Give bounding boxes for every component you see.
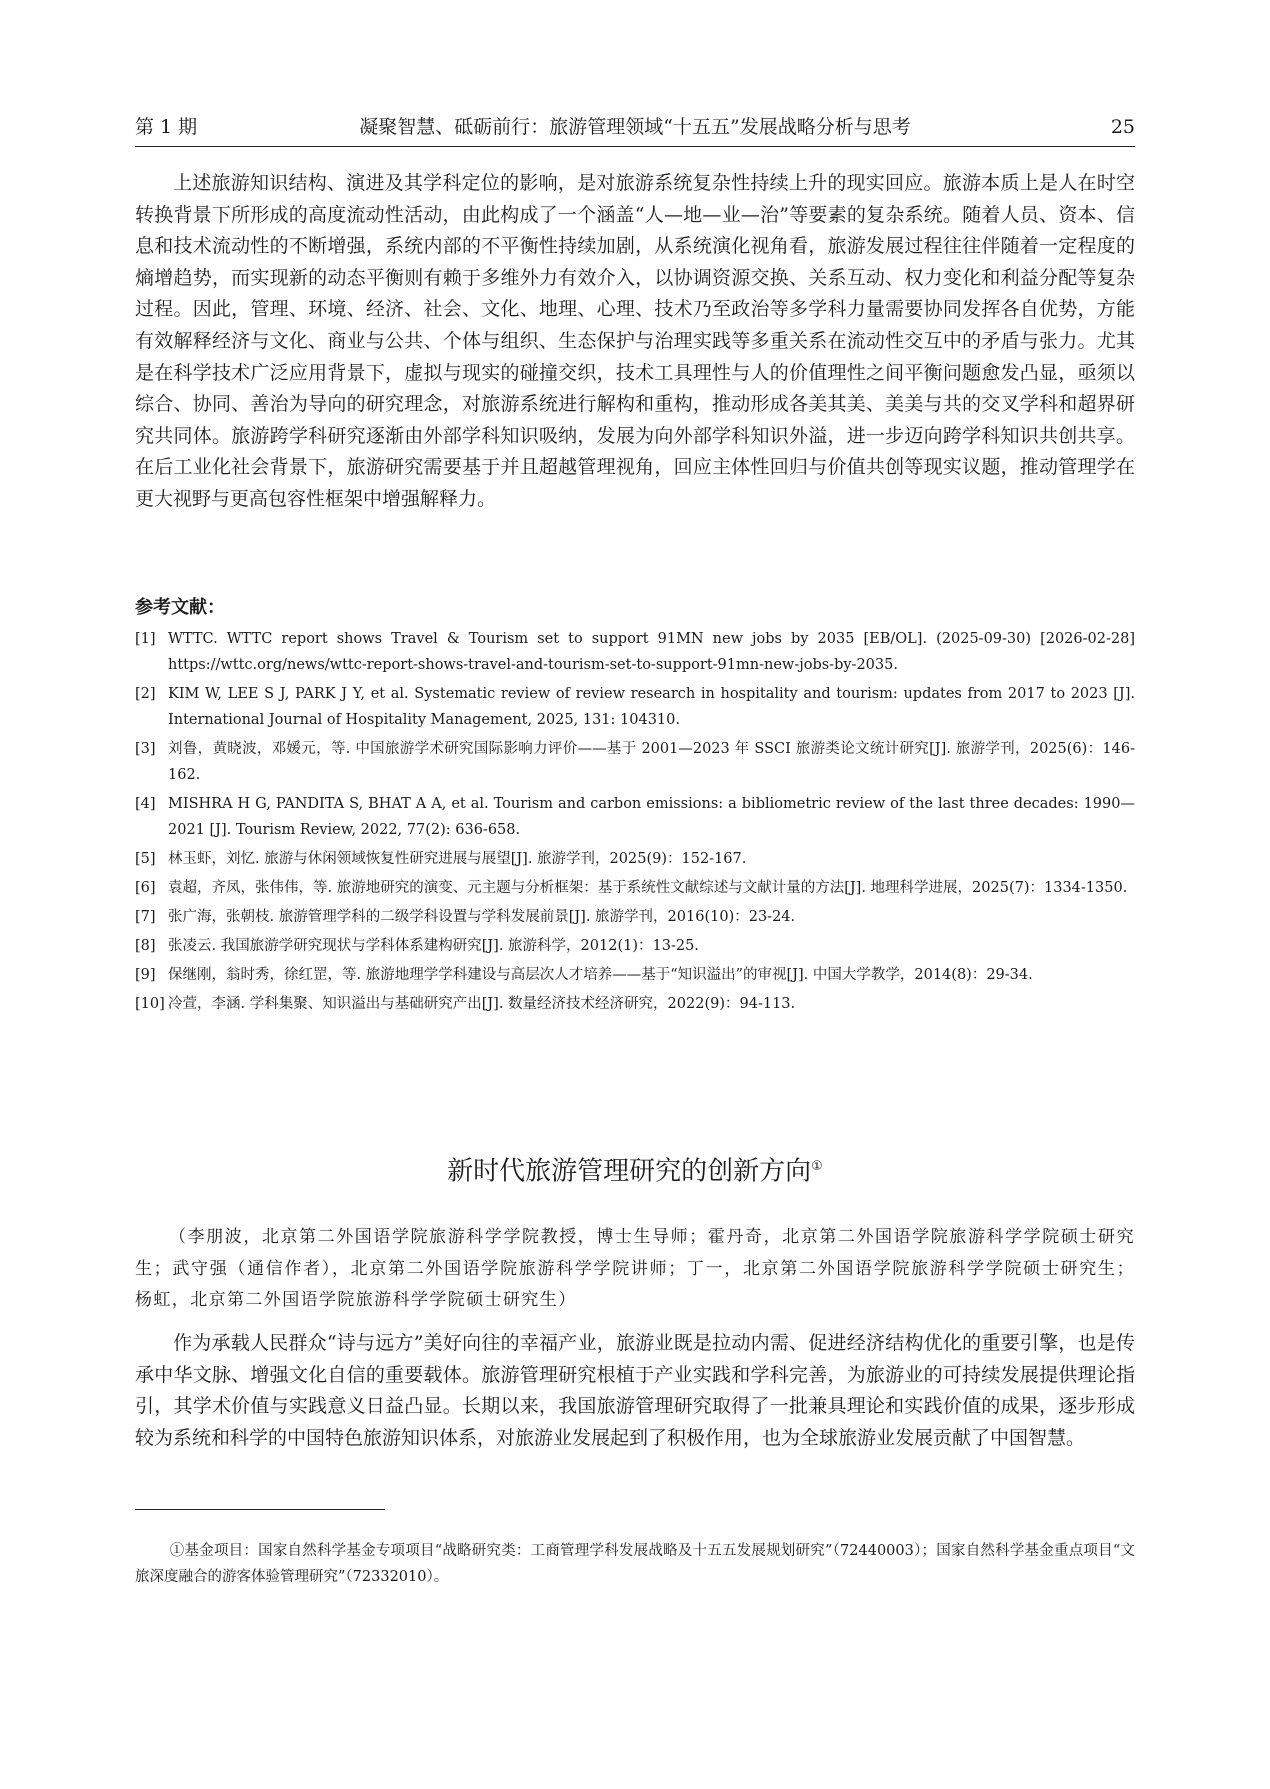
footnote-marker: ① <box>811 1159 823 1174</box>
running-header <box>135 112 1135 147</box>
footnote-divider <box>135 1509 385 1510</box>
reference-text: 袁超，齐凤，张伟伟，等. 旅游地研究的演变、元主题与分析框架：基于系统性文献综述与文献计量的方法[J]. 地理科学进展，2025(7)：1334-1350. <box>168 880 1128 896</box>
reference-number: [8] <box>135 938 156 954</box>
reference-text: MISHRA H G, PANDITA S, BHAT A A, et al. Tourism and carbon emissions: a bibliometric review of the last three decades: 1990—2021 [J]. Tourism Review, 2022, 77(2): 636-658. <box>168 796 1135 838</box>
reference-item <box>135 791 1135 843</box>
footnote: ①基金项目：国家自然科学基金专项项目“战略研究类：工商管理学科发展战略及十五五发展规划研究”（72440003）；国家自然科学基金重点项目“文旅深度融合的游客体验管理研究”（72332010）。 <box>135 1543 1135 1585</box>
section-paragraph: 作为承载人民群众“诗与远方”美好向往的幸福产业，旅游业既是拉动内需、促进经济结构优化的重要引擎，也是传承中华文脉、增强文化自信的重要载体。旅游管理研究根植于产业实践和学科完善，为旅游业的可持续发展提供理论指引，其学术价值与实践意义日益凸显。长期以来，我国旅游管理研究取得了一批兼具理论和实践价值的成果，逐步形成较为系统和科学的中国特色旅游知识体系，对旅游业发展起到了积极作用，也为全球旅游业发展贡献了中国智慧。 <box>135 1332 1135 1449</box>
section-title-text: 新时代旅游管理研究的创新方向 <box>447 1156 812 1187</box>
reference-text: KIM W, LEE S J, PARK J Y, et al. Systematic review of review research in hospitality and tourism: updates from 2017 to 2023 [J]. International Journal of Hospitality Management, 2025, 131: 104310. <box>168 686 1135 728</box>
references-list <box>135 626 1135 1020</box>
reference-number: [6] <box>135 880 156 896</box>
reference-item <box>135 904 1135 930</box>
reference-number: [5] <box>135 851 156 867</box>
reference-text: 张凌云. 我国旅游学研究现状与学科体系建构研究[J]. 旅游科学，2012(1)：13-25. <box>168 938 699 954</box>
reference-item <box>135 962 1135 988</box>
reference-number: [2] <box>135 686 156 702</box>
references-heading: 参考文献： <box>135 597 225 618</box>
reference-number: [7] <box>135 909 156 925</box>
reference-number: [1] <box>135 631 156 647</box>
reference-number: [9] <box>135 967 156 983</box>
reference-text: 冷萱，李涵. 学科集聚、知识溢出与基础研究产出[J]. 数量经济技术经济研究，2022(9)：94-113. <box>168 996 796 1012</box>
reference-text: 保继刚，翁时秀，徐红罡，等. 旅游地理学学科建设与高层次人才培养——基于“知识溢出”的审视[J]. 中国大学教学，2014(8)：29-34. <box>168 967 1033 983</box>
reference-item <box>135 875 1135 901</box>
reference-item <box>135 626 1135 678</box>
reference-number: [3] <box>135 741 156 757</box>
reference-item <box>135 681 1135 733</box>
reference-number: [10] <box>135 996 165 1012</box>
author-affiliations: （李朋波，北京第二外国语学院旅游科学学院教授，博士生导师；霍丹奇，北京第二外国语学院旅游科学学院硕士研究生；武守强（通信作者），北京第二外国语学院旅游科学学院讲师；丁一，北京第二外国语学院旅游科学学院硕士研究生；杨虹，北京第二外国语学院旅游科学学院硕士研究生） <box>135 1227 1135 1311</box>
reference-item <box>135 736 1135 788</box>
reference-text: 张广海，张朝枝. 旅游管理学科的二级学科设置与学科发展前景[J]. 旅游学刊，2016(10)：23-24. <box>168 909 796 925</box>
page-number: 25 <box>1110 116 1135 138</box>
section-title <box>0 1147 1270 1192</box>
reference-number: [4] <box>135 796 156 812</box>
reference-item <box>135 991 1135 1017</box>
issue-number: 第 1 期 <box>135 116 198 138</box>
body-paragraph: 上述旅游知识结构、演进及其学科定位的影响，是对旅游系统复杂性持续上升的现实回应。旅游本质上是人在时空转换背景下所形成的高度流动性活动，由此构成了一个涵盖“人—地—业—治”等要素的复杂系统。随着人员、资本、信息和技术流动性的不断增强，系统内部的不平衡性持续加剧，从系统演化视角看，旅游发展过程往往伴随着一定程度的熵增趋势，而实现新的动态平衡则有赖于多维外力有效介入，以协调资源交换、关系互动、权力变化和利益分配等复杂过程。因此，管理、环境、经济、社会、文化、地理、心理、技术乃至政治等多学科力量需要协同发挥各自优势，方能有效解释经济与文化、商业与公共、个体与组织、生态保护与治理实践等多重关系在流动性交互中的矛盾与张力。尤其是在科学技术广泛应用背景下，虚拟与现实的碰撞交织，技术工具理性与人的价值理性之间平衡问题愈发凸显，亟须以综合、协同、善治为导向的研究理念，对旅游系统进行解构和重构，推动形成各美其美、美美与共的交叉学科和超界研究共同体。旅游跨学科研究逐渐由外部学科知识吸纳，发展为向外部学科知识外溢，进一步迈向跨学科知识共创共享。在后工业化社会背景下，旅游研究需要基于并且超越管理视角，回应主体性回归与价值共创等现实议题，推动管理学在更大视野与更高包容性框架中增强解释力。 <box>135 172 1135 510</box>
running-title: 凝聚智慧、砥砺前行：旅游管理领域“十五五”发展战略分析与思考 <box>359 116 911 138</box>
reference-item <box>135 933 1135 959</box>
reference-text: WTTC. WTTC report shows Travel & Tourism set to support 91MN new jobs by 2035 [EB/OL]. (2025-09-30) [2026-02-28] https://wttc.org/news/wttc-report-shows-travel-and-tourism-set-to-support-91mn-new-jobs-by-2035. <box>168 631 1135 673</box>
reference-text: 刘鲁，黄晓波，邓媛元，等. 中国旅游学术研究国际影响力评价——基于 2001—2023 年 SSCI 旅游类论文统计研究[J]. 旅游学刊，2025(6)：146-162. <box>168 741 1135 783</box>
reference-item <box>135 846 1135 872</box>
reference-text: 林玉虾，刘忆. 旅游与休闲领域恢复性研究进展与展望[J]. 旅游学刊，2025(9)：152-167. <box>168 851 747 867</box>
